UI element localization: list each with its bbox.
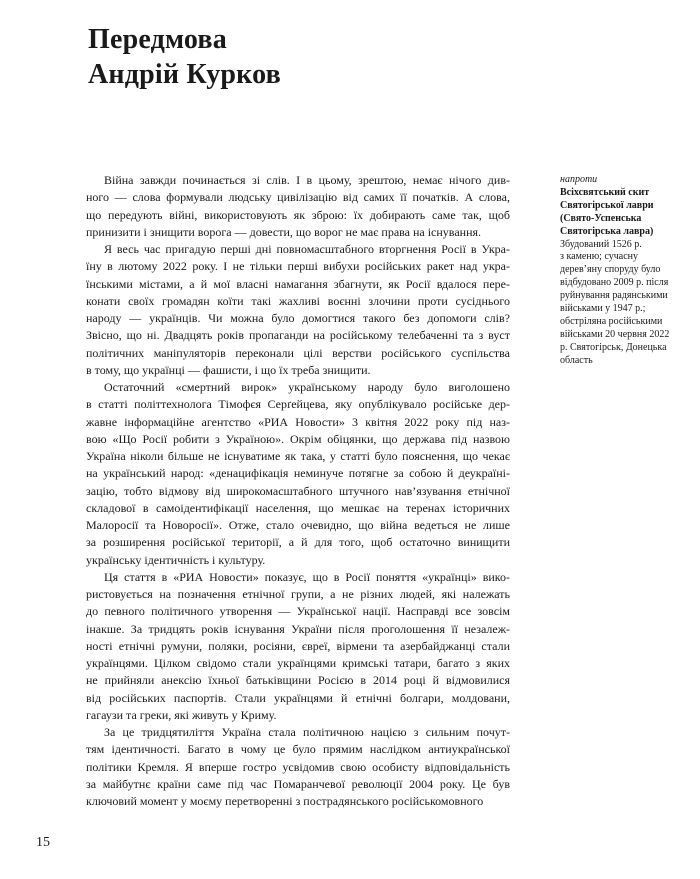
sidenote-title-line: Всіхсвятський скит xyxy=(560,186,650,198)
title-block xyxy=(88,22,281,92)
body-text-line: Звісно, що ні. Двадцять років пропаганди на російському телебаченні та з вуст xyxy=(86,328,510,343)
sidenote-description-line: військами 20 червня 2022 xyxy=(560,328,670,340)
sidenote-description-line: відбудовано 2009 р. після xyxy=(560,277,669,289)
body-text-line: в тому, що українці — фашисти, і що їх треба знищити. xyxy=(86,362,371,377)
sidenote-description-line: р. Святогірськ, Донецька xyxy=(560,341,667,353)
paragraph xyxy=(86,172,510,241)
body-text-line: інакше. За тридцять років існування України після проголошення її незалеж- xyxy=(86,621,510,636)
body-text-line: гагаузи та греки, які живуть у Криму. xyxy=(86,707,277,722)
body-text-line: що передують війні, використовують як зброю: їх добирають саме так, щоб xyxy=(86,207,510,222)
sidenote-description-line: Збудований 1526 р. xyxy=(560,238,642,250)
sidenote-title-line: Святогірська лавра) xyxy=(560,225,654,237)
body-text-line: зацію, тобто відмову від широкомасштабного штучного нав’язування етнічної xyxy=(86,483,510,498)
sidenote-description-line: область xyxy=(560,354,593,366)
body-text-line: їнськими містами, а й мої власні намагання збагнути, як Росії вдалося пере- xyxy=(86,276,510,291)
paragraph xyxy=(86,241,510,379)
sidenote-description-line: з каменю; сучасну xyxy=(560,251,639,263)
body-text-line: Малоросії та Новоросії». Отже, стало очевидно, що війна ведеться не лише xyxy=(86,518,510,532)
paragraph xyxy=(86,724,510,810)
body-text-line: від російських паспортів. Стали українцями й етнічні болгари, молдовани, xyxy=(86,690,510,705)
body-text-line: українцями. Цілком свідомо стали українцями кримські татари, багато з яких xyxy=(86,656,510,670)
body-text-line: за майбутнє країни саме під час Помаранчевої революції 2004 року. Це був xyxy=(86,776,510,791)
body-text-line: ристовується на позначення етнічної групи, а не різних людей, які належать xyxy=(86,587,510,601)
body-text-line: конати своїх громадян коїти такі жахливі воєнні злочини проти сусіднього xyxy=(86,293,510,308)
sidenote-title-line: (Свято-Успенська xyxy=(560,212,642,224)
sidenote-description-line: дерев’яну споруду було xyxy=(560,264,661,276)
sidenote-title-line: Святогірської лаври xyxy=(560,199,654,211)
page-number: 15 xyxy=(36,835,50,850)
body-text-line: Я весь час пригадую перші дні повномасштабного вторгнення Росії в Укра- xyxy=(104,242,510,256)
body-text-line: ного — слова формували людську цивілізацію від самих її початків. А слова, xyxy=(86,190,510,205)
body-text-line: їну в лютому 2022 року. І не тільки перші вибухи російських ракет над укра- xyxy=(86,259,510,274)
body-text-line: Україна ніколи більше не існуватиме як така, у статті було пояснення, що чекає xyxy=(86,449,510,463)
paragraph xyxy=(86,569,510,724)
sidenote-description-line: обстріляна російськими xyxy=(560,315,663,327)
body-text-line: вою «Що Росії робити з Україною». Окрім обіцянки, що держава під назвою xyxy=(86,431,510,446)
sidenote-description-line: військами у 1947 р.; xyxy=(560,303,646,315)
body-text-line: політики Кремля. Я вперше гостро усвідомив свою особисту відповідальність xyxy=(86,759,510,774)
sidenote xyxy=(560,174,685,368)
sidenote-caption: напроти xyxy=(560,174,598,185)
body-text-line: ключовий момент у моєму перетворенні з пострадянського російськомовного xyxy=(86,794,484,808)
body-text-line: українську ідентичність і культуру. xyxy=(86,552,266,567)
sidenote-description-line: руйнування радянськими xyxy=(560,290,668,302)
body-text-line: народу — українців. Чи можна було домогтися такого без допомоги слів? xyxy=(86,311,510,325)
body-text xyxy=(86,172,510,810)
body-text-line: жавне інформаційне агентство «РИА Новости» 3 квітня 2022 року під наз- xyxy=(86,414,510,429)
body-text-line: політичних маніпуляторів переконали цілі верстви російського суспільства xyxy=(86,345,510,360)
body-text-line: тям ідентичності. Багато в чому це було прямим наслідком антиукраїнської xyxy=(86,742,510,757)
chapter-title: Передмова xyxy=(88,24,227,55)
body-text-line: за розширення російської території, а й для того, щоб остаточно винищити xyxy=(86,535,510,550)
body-text-line: на український народ: «денацифікація неминуче потягне за собою й деукраїні- xyxy=(86,466,510,481)
body-text-line: до певного політичного утворення — Української нації. Насправді все зовсім xyxy=(86,604,510,619)
body-text-line: принизити і знищити ворога — довести, що ворог не має права на існування. xyxy=(86,224,482,239)
author-name: Андрій Курков xyxy=(88,59,281,90)
body-text-line: Ця стаття в «РИА Новости» показує, що в Росії поняття «українці» вико- xyxy=(104,569,510,584)
body-text-line: ності етнічні румуни, поляки, росіяни, євреї, вірмени та азербайджанці стали xyxy=(86,638,510,653)
body-text-line: складової в самоідентифікації населення, що мешкає на теренах історичних xyxy=(86,500,510,515)
body-text-line: За це тридцятиліття Україна стала політичною нацією з сильним почут- xyxy=(104,725,510,739)
body-text-line: Остаточний «смертний вирок» українському народу було виголошено xyxy=(104,380,510,394)
body-text-line: Війна завжди починається зі слів. І в цьому, зрештою, немає нічого див- xyxy=(104,173,510,187)
paragraph xyxy=(86,379,510,569)
body-text-line: не прийняли анексію їхньої батьківщини Росією в 2014 році й відмовилися xyxy=(86,673,510,688)
body-text-line: в статті політтехнолога Тімофєя Серґейцева, яку опублікувало російське дер- xyxy=(86,397,510,412)
